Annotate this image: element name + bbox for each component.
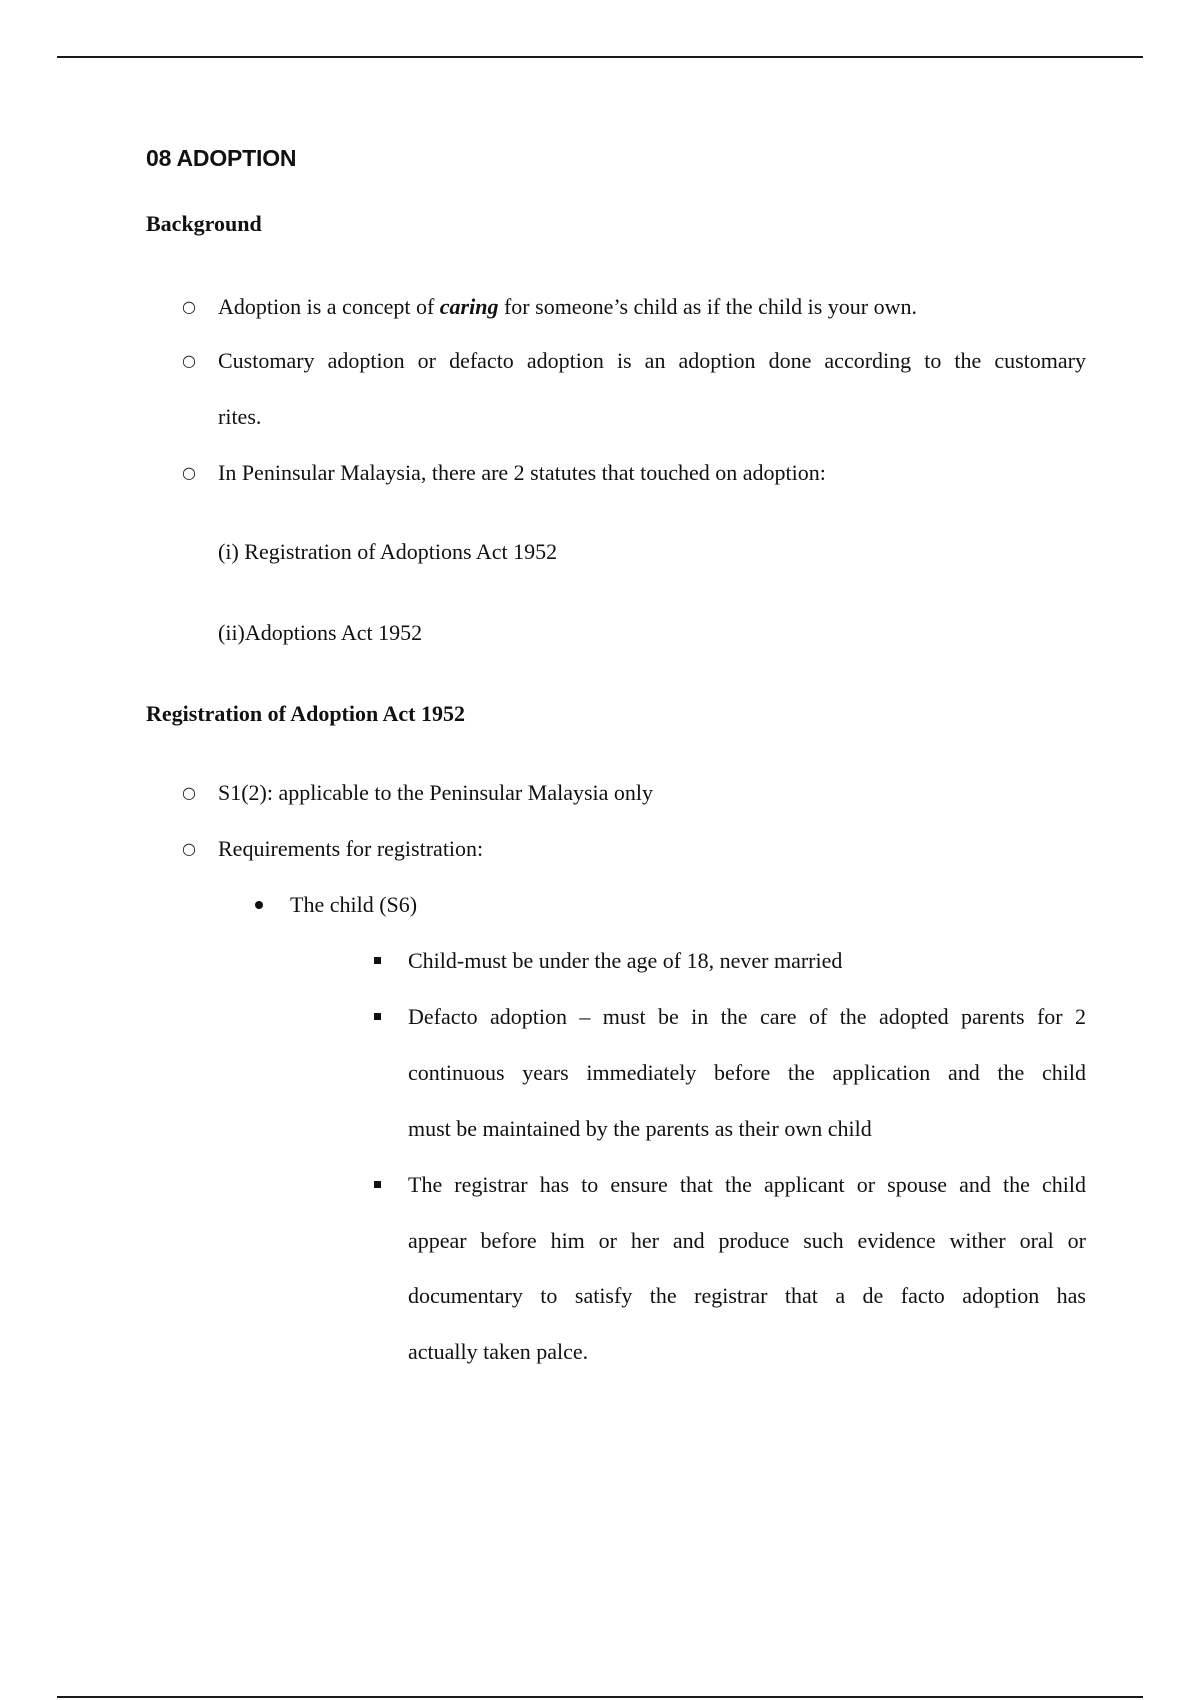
list-item-s1-2: S1(2): applicable to the Peninsular Malaysia only: [218, 780, 654, 805]
circle-bullet-icon: ○: [182, 839, 196, 858]
emphasis-caring: caring: [439, 294, 499, 319]
point-age-requirement: Child-must be under the age of 18, never married: [408, 948, 843, 973]
square-bullet-icon: [374, 1181, 381, 1188]
point-registrar-line-1: The registrar has to ensure that the applicant or spouse and the child: [408, 1172, 1086, 1197]
list-item-customary-line-1: Customary adoption or defacto adoption is an adoption done according to the customary: [218, 348, 1086, 373]
square-bullet-icon: [374, 957, 381, 964]
statute-item-2: (ii)Adoptions Act 1952: [218, 620, 423, 645]
square-bullet-icon: [374, 1013, 381, 1020]
circle-bullet-icon: ○: [182, 783, 196, 802]
disc-bullet-icon: [255, 901, 263, 909]
point-registrar-line-2: appear before him or her and produce such evidence wither oral or: [408, 1228, 1086, 1253]
section-heading-background: Background: [146, 211, 262, 236]
list-item-requirements: Requirements for registration:: [218, 836, 484, 861]
list-item-customary-line-2: rites.: [218, 404, 262, 429]
circle-bullet-icon: ○: [182, 297, 196, 316]
statute-item-1: (i) Registration of Adoptions Act 1952: [218, 539, 558, 564]
point-registrar-line-4: actually taken palce.: [408, 1339, 589, 1364]
point-defacto-line-3: must be maintained by the parents as their own child: [408, 1116, 872, 1141]
circle-bullet-icon: ○: [182, 351, 196, 370]
list-item-statutes: In Peninsular Malaysia, there are 2 statutes that touched on adoption:: [218, 460, 826, 485]
point-defacto-line-1: Defacto adoption – must be in the care of the adopted parents for 2: [408, 1004, 1086, 1029]
circle-bullet-icon: ○: [182, 463, 196, 482]
section-heading-registration-act: Registration of Adoption Act 1952: [146, 701, 465, 726]
sub-item-the-child: The child (S6): [290, 892, 418, 917]
footer-rule: [57, 1696, 1143, 1698]
point-registrar-line-3: documentary to satisfy the registrar that a de facto adoption has: [408, 1283, 1086, 1308]
point-defacto-line-2: continuous years immediately before the application and the child: [408, 1060, 1086, 1085]
page-title: 08 ADOPTION: [146, 145, 297, 171]
list-item-adoption-concept: Adoption is a concept of caring for someone’s child as if the child is your own.: [218, 294, 918, 319]
